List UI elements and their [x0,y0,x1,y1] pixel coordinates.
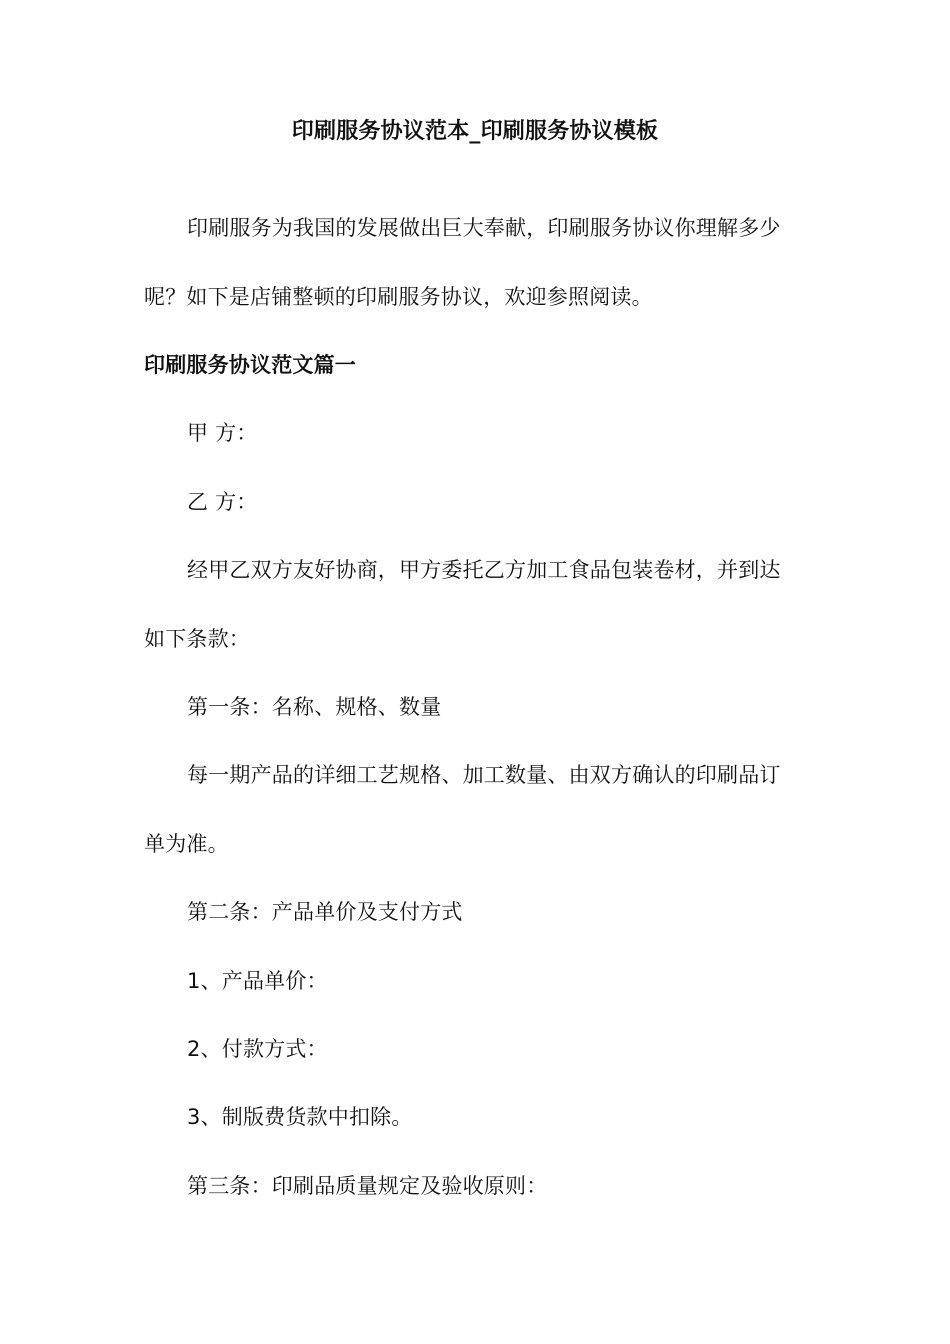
article-1-title: 第一条：名称、规格、数量 [187,695,442,719]
article-3-title: 第三条：印刷品质量规定及验收原则： [187,1174,548,1198]
intro-paragraph-line-1: 印刷服务为我国的发展做出巨大奉献，印刷服务协议你理解多少 [187,216,781,240]
document-title: 印刷服务协议范本_印刷服务协议模板 [291,119,659,144]
list-item-3: 3、制版费货款中扣除。 [187,1105,413,1129]
list-item-1: 1、产品单价： [187,969,328,993]
paragraph-2-line-1: 每一期产品的详细工艺规格、加工数量、由双方确认的印刷品订 [187,763,781,787]
article-2-title: 第二条：产品单价及支付方式 [187,900,463,924]
intro-paragraph-line-2: 呢？如下是店铺整顿的印刷服务协议，欢迎参照阅读。 [144,285,653,309]
paragraph-1-line-2: 如下条款： [144,627,250,651]
paragraph-2-line-2: 单为准。 [144,832,229,856]
section-heading: 印刷服务协议范文篇一 [144,353,356,377]
list-item-2: 2、付款方式： [187,1037,328,1061]
paragraph-1-line-1: 经甲乙双方友好协商，甲方委托乙方加工食品包装卷材，并到达 [187,558,781,582]
party-b-label: 乙 方： [187,490,258,514]
party-a-label: 甲 方： [187,421,258,445]
